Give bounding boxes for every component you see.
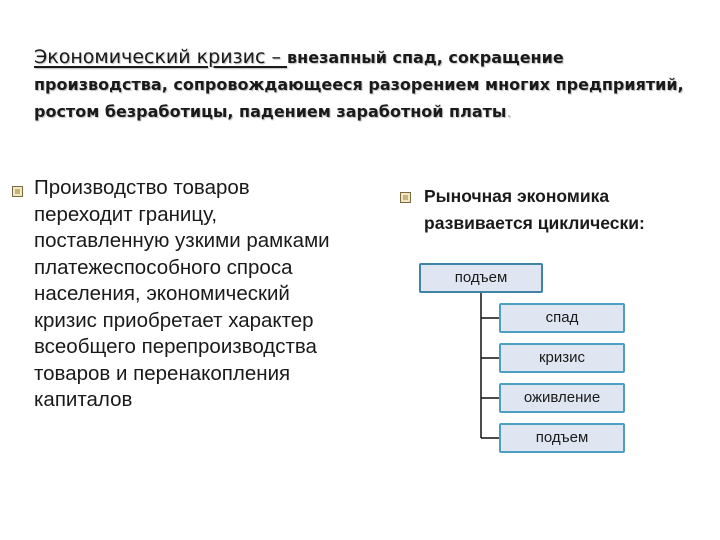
cycle-stage-box: кризис xyxy=(499,343,625,373)
square-bullet-icon xyxy=(12,186,23,197)
definition-term: Экономический кризис – xyxy=(34,46,288,68)
square-bullet-icon xyxy=(400,192,411,203)
cycle-root-box: подъем xyxy=(419,263,543,293)
cycle-stage-box: подъем xyxy=(499,423,625,453)
left-bullet-text: Производство товаров переходит границу, поставленную узкими рамками платежеспособного спроса населения, экономический кризис приобретает характер всеобщего перепроизводства товаров и перенакопления капиталов xyxy=(34,176,330,411)
definition-text: внезапный спад, сокращение производства, сопровождающееся разорением многих предприятий, ростом безработицы, падением заработной платы xyxy=(34,48,684,121)
definition-end-mark: . xyxy=(506,102,512,121)
definition-paragraph xyxy=(34,44,694,125)
right-bullet-text: Рыночная экономика развивается циклически: xyxy=(424,186,645,233)
cycle-stage-box: оживление xyxy=(499,383,625,413)
cycle-stage-box: спад xyxy=(499,303,625,333)
